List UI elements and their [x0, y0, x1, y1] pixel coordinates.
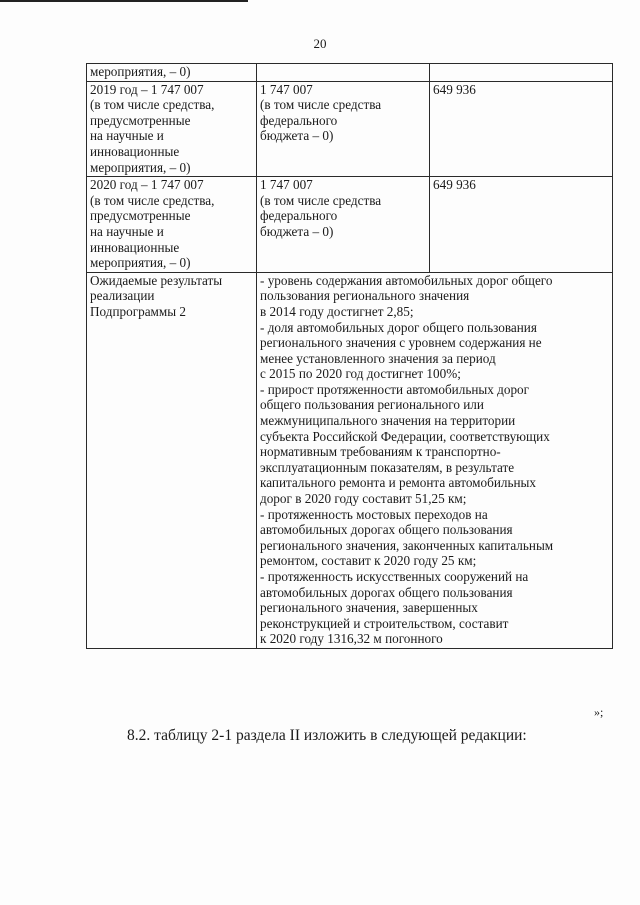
row-cont-col3 — [430, 64, 613, 82]
table-row-2020 — [87, 177, 613, 273]
text-line: автомобильных дорогах общего пользования — [260, 522, 513, 538]
text-line: 649 936 — [433, 177, 476, 193]
expected-results-label — [87, 272, 257, 648]
text-line: к 2020 году 1316,32 м погонного — [260, 631, 443, 647]
scan-edge-mark — [0, 0, 248, 2]
text-line: бюджета – 0) — [260, 128, 334, 144]
table-row-continuation — [87, 64, 613, 82]
text-line: 2020 год – 1 747 007 — [90, 177, 204, 193]
page-number: 20 — [313, 36, 327, 51]
text-line: - протяженность искусственных сооружений на — [260, 569, 529, 584]
text-line: (в том числе средства — [260, 97, 382, 113]
text-line: субъекта Российской Федерации, соответствующих — [260, 428, 550, 444]
row-2019-regional — [257, 81, 430, 177]
text-line: эксплуатационным показателям, в результате — [260, 459, 515, 475]
text-line: на научные и — [90, 223, 164, 239]
text-line: на научные и — [90, 128, 164, 144]
text-line: реализации — [90, 288, 155, 304]
row-2019-total — [87, 81, 257, 177]
text-line: регионального значения, законченных капитальным — [260, 537, 554, 553]
text-line: предусмотренные — [90, 208, 191, 224]
text-line: с 2015 по 2020 год достигнет 100%; — [260, 366, 461, 382]
text-line: межмуниципального значения на территории — [260, 413, 516, 429]
text-line: автомобильных дорогах общего пользования — [260, 584, 513, 600]
text-line: (в том числе средства — [260, 192, 382, 208]
text-line: капитального ремонта и ремонта автомобильных — [260, 475, 536, 491]
row-cont-col2 — [257, 64, 430, 82]
text-line: менее установленного значения за период — [260, 350, 496, 366]
table-row-expected-results — [87, 272, 613, 648]
text-line: Подпрограммы 2 — [90, 303, 186, 319]
text-line: 1 747 007 — [260, 81, 313, 97]
row-2019-other — [430, 81, 613, 177]
text-line: реконструкцией и строительством, составит — [260, 615, 509, 631]
text-line: 2019 год – 1 747 007 — [90, 81, 204, 97]
text-line: инновационные — [90, 143, 180, 159]
row-2020-other — [430, 177, 613, 273]
text-line: бюджета – 0) — [260, 223, 334, 239]
text-line: инновационные — [90, 239, 180, 255]
expected-results-content — [257, 272, 613, 648]
table-row-2019 — [87, 81, 613, 177]
text-line: нормативным требованиям к транспортно- — [260, 444, 501, 460]
text-line: Ожидаемые результаты — [90, 272, 223, 288]
text-line: ремонтом, составит к 2020 году 25 км; — [260, 553, 477, 569]
text-line: федерального — [260, 208, 338, 224]
text-line: - доля автомобильных дорог общего пользования — [260, 319, 537, 335]
text-line: мероприятия, – 0) — [90, 64, 191, 79]
row-2020-regional — [257, 177, 430, 273]
text-line: мероприятия, – 0) — [90, 255, 191, 271]
closing-quote: »; — [594, 705, 604, 719]
instruction-paragraph: 8.2. таблицу 2-1 раздела II изложить в следующей редакции: — [127, 727, 527, 744]
text-line: мероприятия, – 0) — [90, 159, 191, 175]
row-cont-col1 — [87, 64, 257, 82]
text-line: регионального значения, завершенных — [260, 600, 478, 616]
row-2020-total — [87, 177, 257, 273]
text-line: пользования регионального значения — [260, 288, 470, 304]
text-line: в 2014 году достигнет 2,85; — [260, 303, 414, 319]
text-line: - протяженность мостовых переходов на — [260, 506, 488, 522]
text-line: - прирост протяженности автомобильных дорог — [260, 381, 530, 397]
text-line: (в том числе средства, — [90, 97, 215, 113]
text-line: 649 936 — [433, 81, 476, 97]
text-line: федерального — [260, 112, 338, 128]
text-line: (в том числе средства, — [90, 192, 215, 208]
text-line: 1 747 007 — [260, 177, 313, 193]
text-line: предусмотренные — [90, 112, 191, 128]
text-line: - уровень содержания автомобильных дорог общего — [260, 272, 553, 288]
subprogram-table — [86, 63, 613, 649]
text-line: дорог в 2020 году составит 51,25 км; — [260, 491, 467, 507]
text-line: общего пользования регионального или — [260, 397, 484, 413]
text-line: регионального значения с уровнем содержания не — [260, 335, 542, 351]
